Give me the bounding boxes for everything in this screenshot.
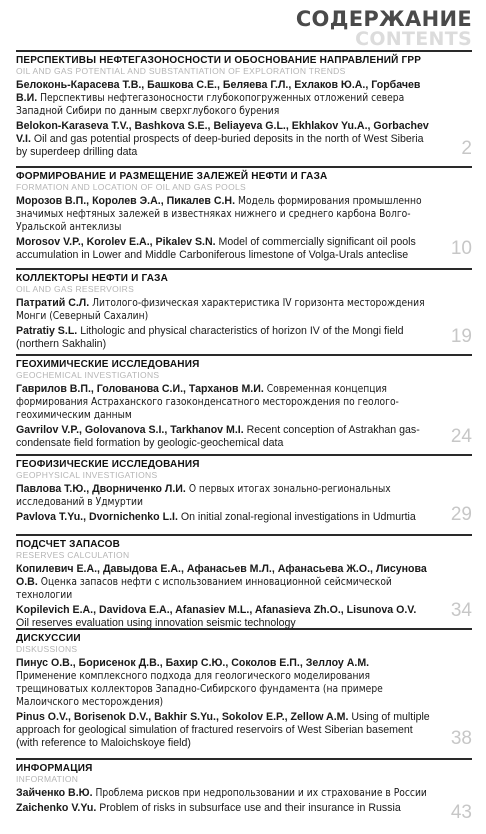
contents-title-en: CONTENTS bbox=[355, 28, 472, 50]
toc-section bbox=[16, 166, 472, 264]
entry-title: Oil reserves evaluation using innovation seismic technology bbox=[16, 617, 296, 629]
entry-authors: Зайченко В.Ю. bbox=[16, 787, 93, 799]
page-number: 19 bbox=[450, 326, 472, 347]
page-number: 38 bbox=[450, 728, 472, 749]
entry-title: Lithologic and physical characteristics of horizon IV of the Mongi field (northern Sakhalin) bbox=[16, 325, 404, 350]
section-subtitle: FORMATION AND LOCATION OF OIL AND GAS POOLS bbox=[16, 182, 246, 192]
page-number: 29 bbox=[450, 504, 472, 525]
entry-authors: Белоконь-Карасева Т.В., Башкова С.Е., Беляева Г.Л., Ехлаков Ю.А., Горбачев В.И. bbox=[16, 79, 421, 104]
section-title: ГЕОХИМИЧЕСКИЕ ИССЛЕДОВАНИЯ bbox=[16, 359, 200, 370]
toc-entry-en[interactable] bbox=[16, 711, 472, 750]
toc-section bbox=[16, 534, 472, 629]
toc-entry-ru[interactable] bbox=[16, 79, 472, 118]
section-subtitle: GEOPHYSICAL INVESTIGATIONS bbox=[16, 470, 158, 480]
section-subtitle: OIL AND GAS RESERVOIRS bbox=[16, 284, 135, 294]
section-subtitle: OIL AND GAS POTENTIAL AND SUBSTANTIATION OF EXPLORATION TRENDS bbox=[16, 66, 346, 76]
entry-authors: Патратий С.Л. bbox=[16, 297, 90, 309]
entry-authors: Zaichenko V.Yu. bbox=[16, 802, 97, 814]
entry-title: Модель формирования промышленно значимых нефтяных залежей в известняках нижнего и среднего карбона Волго-Уральской антеклизы bbox=[16, 196, 422, 233]
section-divider bbox=[16, 268, 472, 270]
toc-entry-ru[interactable] bbox=[16, 657, 472, 709]
entry-authors: Gavrilov V.P., Golovanova S.I., Tarkhanov M.I. bbox=[16, 424, 244, 436]
section-subtitle: GEOCHEMICAL INVESTIGATIONS bbox=[16, 370, 160, 380]
entry-authors: Pinus O.V., Borisenok D.V., Bakhir S.Yu., Sokolov E.P., Zellow A.M. bbox=[16, 711, 349, 723]
toc-entry-en[interactable] bbox=[16, 604, 472, 630]
toc-entry-ru[interactable] bbox=[16, 297, 472, 323]
toc-entry-ru[interactable] bbox=[16, 383, 472, 422]
section-title: ФОРМИРОВАНИЕ И РАЗМЕЩЕНИЕ ЗАЛЕЖЕЙ НЕФТИ И ГАЗА bbox=[16, 171, 328, 182]
section-subtitle: RESERVES CALCULATION bbox=[16, 550, 130, 560]
section-divider bbox=[16, 166, 472, 168]
toc-entry-en[interactable] bbox=[16, 236, 472, 262]
toc-entry-en[interactable] bbox=[16, 511, 472, 524]
contents-header bbox=[296, 8, 472, 48]
entry-authors: Belokon-Karaseva T.V., Bashkova S.E., Beliayeva G.L., Ekhlakov Yu.A., Gorbachev V.I. bbox=[16, 120, 429, 145]
entry-authors: Морозов В.П., Королев Э.А., Пикалев С.Н. bbox=[16, 195, 236, 207]
toc-entry-ru[interactable] bbox=[16, 787, 472, 800]
entry-title: Литолого-физическая характеристика IV горизонта месторождения Монги (Северный Сахалин) bbox=[16, 298, 425, 322]
section-divider bbox=[16, 534, 472, 536]
toc-entry-en[interactable] bbox=[16, 325, 472, 351]
entry-title: Применение комплексного подхода для геологического моделирования трещиноватых коллекторов Западно-Сибирского фундамента (на примере Малоичского месторождения) bbox=[16, 671, 383, 708]
entry-authors: Павлова Т.Ю., Дворниченко Л.И. bbox=[16, 483, 186, 495]
section-title: ПЕРСПЕКТИВЫ НЕФТЕГАЗОНОСНОСТИ И ОБОСНОВАНИЕ НАПРАВЛЕНИЙ ГРР bbox=[16, 55, 422, 66]
toc-section bbox=[16, 268, 472, 350]
entry-authors: Morosov V.P., Korolev E.A., Pikalev S.N. bbox=[16, 236, 216, 248]
toc-entry-ru[interactable] bbox=[16, 483, 472, 509]
entry-title: О первых итогах зонально-региональных исследований в Удмуртии bbox=[16, 484, 391, 508]
toc-section bbox=[16, 354, 472, 450]
toc-section bbox=[16, 628, 472, 754]
page-number: 24 bbox=[450, 426, 472, 447]
entry-title: Oil and gas potential prospects of deep-buried deposits in the north of West Siberia by superdeep drilling data bbox=[16, 133, 424, 158]
section-title: ИНФОРМАЦИЯ bbox=[16, 763, 93, 774]
entry-title: Оценка запасов нефти с использованием инновационной сейсмической технологии bbox=[16, 577, 392, 601]
section-divider bbox=[16, 354, 472, 356]
entry-authors: Kopilevich E.A., Davidova E.A., Afanasiev M.L., Afanasieva Zh.O., Lisunova O.V. bbox=[16, 604, 417, 616]
section-title: ПОДСЧЕТ ЗАПАСОВ bbox=[16, 539, 121, 550]
entry-title: Проблема рисков при недропользовании и их страхование в России bbox=[95, 788, 427, 799]
entry-title: Problem of risks in subsurface use and their insurance in Russia bbox=[99, 802, 401, 814]
contents-title-ru: СОДЕРЖАНИЕ bbox=[295, 7, 472, 31]
entry-title: Recent conception of Astrakhan gas-condensate field formation by geologic-geochemical data bbox=[16, 424, 420, 449]
entry-title: On initial zonal-regional investigations in Udmurtia bbox=[180, 511, 416, 523]
section-title: ГЕОФИЗИЧЕСКИЕ ИССЛЕДОВАНИЯ bbox=[16, 459, 200, 470]
page-number: 10 bbox=[450, 238, 472, 259]
entry-title: Современная концепция формирования Астраханского газоконденсатного месторождения по геолого-геохимическим данным bbox=[16, 384, 399, 421]
toc-entry-ru[interactable] bbox=[16, 563, 472, 602]
entry-title: Model of commercially significant oil pools accumulation in Lower and Middle Carboniferous limestone of Volga-Urals anteclise bbox=[16, 236, 416, 261]
toc-section bbox=[16, 454, 472, 530]
toc-section bbox=[16, 758, 472, 828]
entry-authors: Patratiy S.L. bbox=[16, 325, 78, 337]
toc-section bbox=[16, 50, 472, 162]
entry-title: Перспективы нефтегазоносности глубокопогруженных отложений севера Западной Сибири по данным сверхглубокого бурения bbox=[16, 93, 405, 117]
page-number: 43 bbox=[450, 802, 472, 823]
section-subtitle: DISKUSSIONS bbox=[16, 644, 78, 654]
toc-entry-en[interactable] bbox=[16, 802, 472, 815]
toc-entry-en[interactable] bbox=[16, 424, 472, 450]
toc-entry-ru[interactable] bbox=[16, 195, 472, 234]
entry-authors: Pavlova T.Yu., Dvornichenko L.I. bbox=[16, 511, 178, 523]
entry-authors: Пинус О.В., Борисенок Д.В., Бахир С.Ю., Соколов Е.П., Зеллоу А.М. bbox=[16, 657, 370, 669]
section-title: ДИСКУССИИ bbox=[16, 633, 81, 644]
section-title: КОЛЛЕКТОРЫ НЕФТИ И ГАЗА bbox=[16, 273, 168, 284]
section-divider bbox=[16, 454, 472, 456]
entry-authors: Копилевич Е.А., Давыдова Е.А., Афанасьев М.Л., Афанасьева Ж.О., Лисунова О.В. bbox=[16, 563, 427, 588]
section-divider bbox=[16, 628, 472, 630]
page-number: 2 bbox=[461, 138, 472, 159]
entry-title: Using of multiple approach for geological simulation of fractured reservoirs of West Siberian basement (with reference to Maloichskoye field) bbox=[16, 711, 430, 749]
section-divider bbox=[16, 758, 472, 760]
page-number: 34 bbox=[450, 600, 472, 621]
toc-entry-en[interactable] bbox=[16, 120, 472, 159]
section-divider bbox=[16, 50, 472, 52]
section-subtitle: INFORMATION bbox=[16, 774, 79, 784]
entry-authors: Гаврилов В.П., Голованова С.И., Тарханов М.И. bbox=[16, 383, 264, 395]
